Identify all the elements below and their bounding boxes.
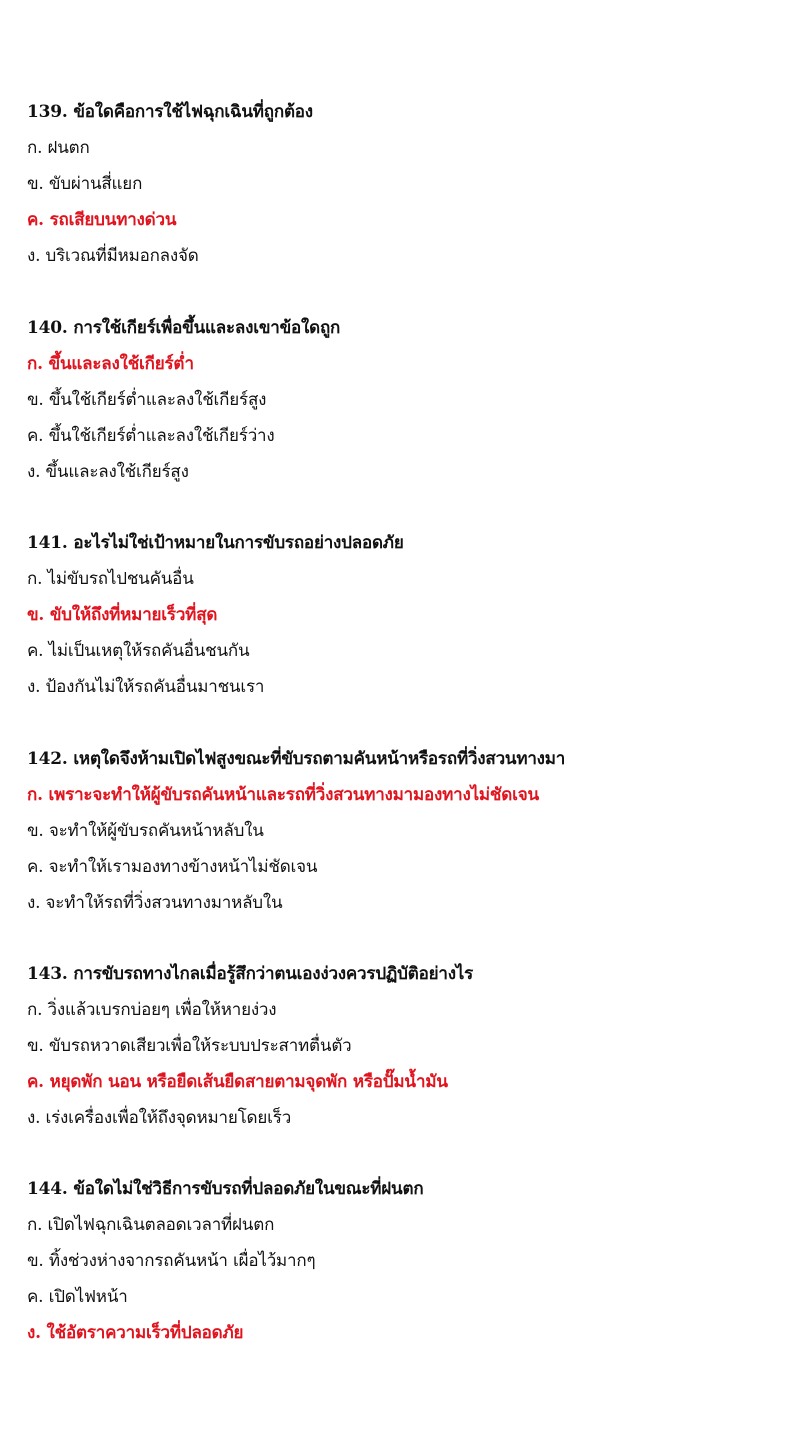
question-title: 141. อะไรไม่ใช่เป้าหมายในการขับรถอย่างปลอดภัย	[27, 533, 404, 553]
option-b: ข. ขับรถหวาดเสียวเพื่อให้ระบบประสาทตื่นตัว	[27, 1036, 352, 1056]
option-d-correct-answer: ง. ใช้อัตราความเร็วที่ปลอดภัย	[27, 1323, 244, 1343]
option-a: ก. วิ่งแล้วเบรกบ่อยๆ เพื่อให้หายง่วง	[27, 1000, 277, 1020]
option-a: ก. เปิดไฟฉุกเฉินตลอดเวลาที่ฝนตก	[27, 1215, 275, 1235]
question-139	[27, 94, 787, 274]
option-c: ค. เปิดไฟหน้า	[27, 1287, 128, 1307]
option-b: ข. ขับผ่านสี่แยก	[27, 174, 143, 194]
option-c-correct-answer: ค. รถเสียบนทางด่วน	[27, 210, 177, 230]
option-b: ข. ขึ้นใช้เกียร์ต่ำและลงใช้เกียร์สูง	[27, 390, 267, 410]
option-d: ง. ป้องกันไม่ให้รถคันอื่นมาชนเรา	[27, 677, 265, 697]
question-141	[27, 525, 787, 705]
question-140	[27, 310, 787, 490]
option-b: ข. ทิ้งช่วงห่างจากรถคันหน้า เผื่อไว้มากๆ	[27, 1251, 316, 1271]
option-d: ง. เร่งเครื่องเพื่อให้ถึงจุดหมายโดยเร็ว	[27, 1108, 292, 1128]
option-c: ค. จะทำให้เรามองทางข้างหน้าไม่ชัดเจน	[27, 857, 318, 877]
question-title: 139. ข้อใดคือการใช้ไฟฉุกเฉินที่ถูกต้อง	[27, 102, 313, 122]
question-144	[27, 1171, 787, 1351]
question-142	[27, 741, 787, 921]
option-a: ก. ฝนตก	[27, 138, 90, 158]
question-title: 142. เหตุใดจึงห้ามเปิดไฟสูงขณะที่ขับรถตามคันหน้าหรือรถที่วิ่งสวนทางมา	[27, 749, 566, 769]
option-b: ข. จะทำให้ผู้ขับรถคันหน้าหลับใน	[27, 821, 264, 841]
question-title: 144. ข้อใดไม่ใช่วิธีการขับรถที่ปลอดภัยในขณะที่ฝนตก	[27, 1179, 424, 1199]
option-d: ง. ขึ้นและลงใช้เกียร์สูง	[27, 462, 189, 482]
option-a: ก. ไม่ขับรถไปชนคันอื่น	[27, 569, 194, 589]
option-d: ง. บริเวณที่มีหมอกลงจัด	[27, 246, 199, 266]
option-a-correct-answer: ก. เพราะจะทำให้ผู้ขับรถคันหน้าและรถที่วิ่งสวนทางมามองทางไม่ชัดเจน	[27, 785, 539, 805]
option-d: ง. จะทำให้รถที่วิ่งสวนทางมาหลับใน	[27, 893, 283, 913]
question-title: 140. การใช้เกียร์เพื่อขึ้นและลงเขาข้อใดถูก	[27, 318, 341, 338]
option-c: ค. ไม่เป็นเหตุให้รถคันอื่นชนกัน	[27, 641, 250, 661]
option-a-correct-answer: ก. ขึ้นและลงใช้เกียร์ต่ำ	[27, 354, 194, 374]
option-c-correct-answer: ค. หยุดพัก นอน หรือยืดเส้นยืดสายตามจุดพัก หรือปั๊มน้ำมัน	[27, 1072, 448, 1092]
question-143	[27, 956, 787, 1136]
option-c: ค. ขึ้นใช้เกียร์ต่ำและลงใช้เกียร์ว่าง	[27, 426, 275, 446]
question-title: 143. การขับรถทางไกลเมื่อรู้สึกว่าตนเองง่วงควรปฏิบัติอย่างไร	[27, 964, 474, 984]
option-b-correct-answer: ข. ขับให้ถึงที่หมายเร็วที่สุด	[27, 605, 218, 625]
